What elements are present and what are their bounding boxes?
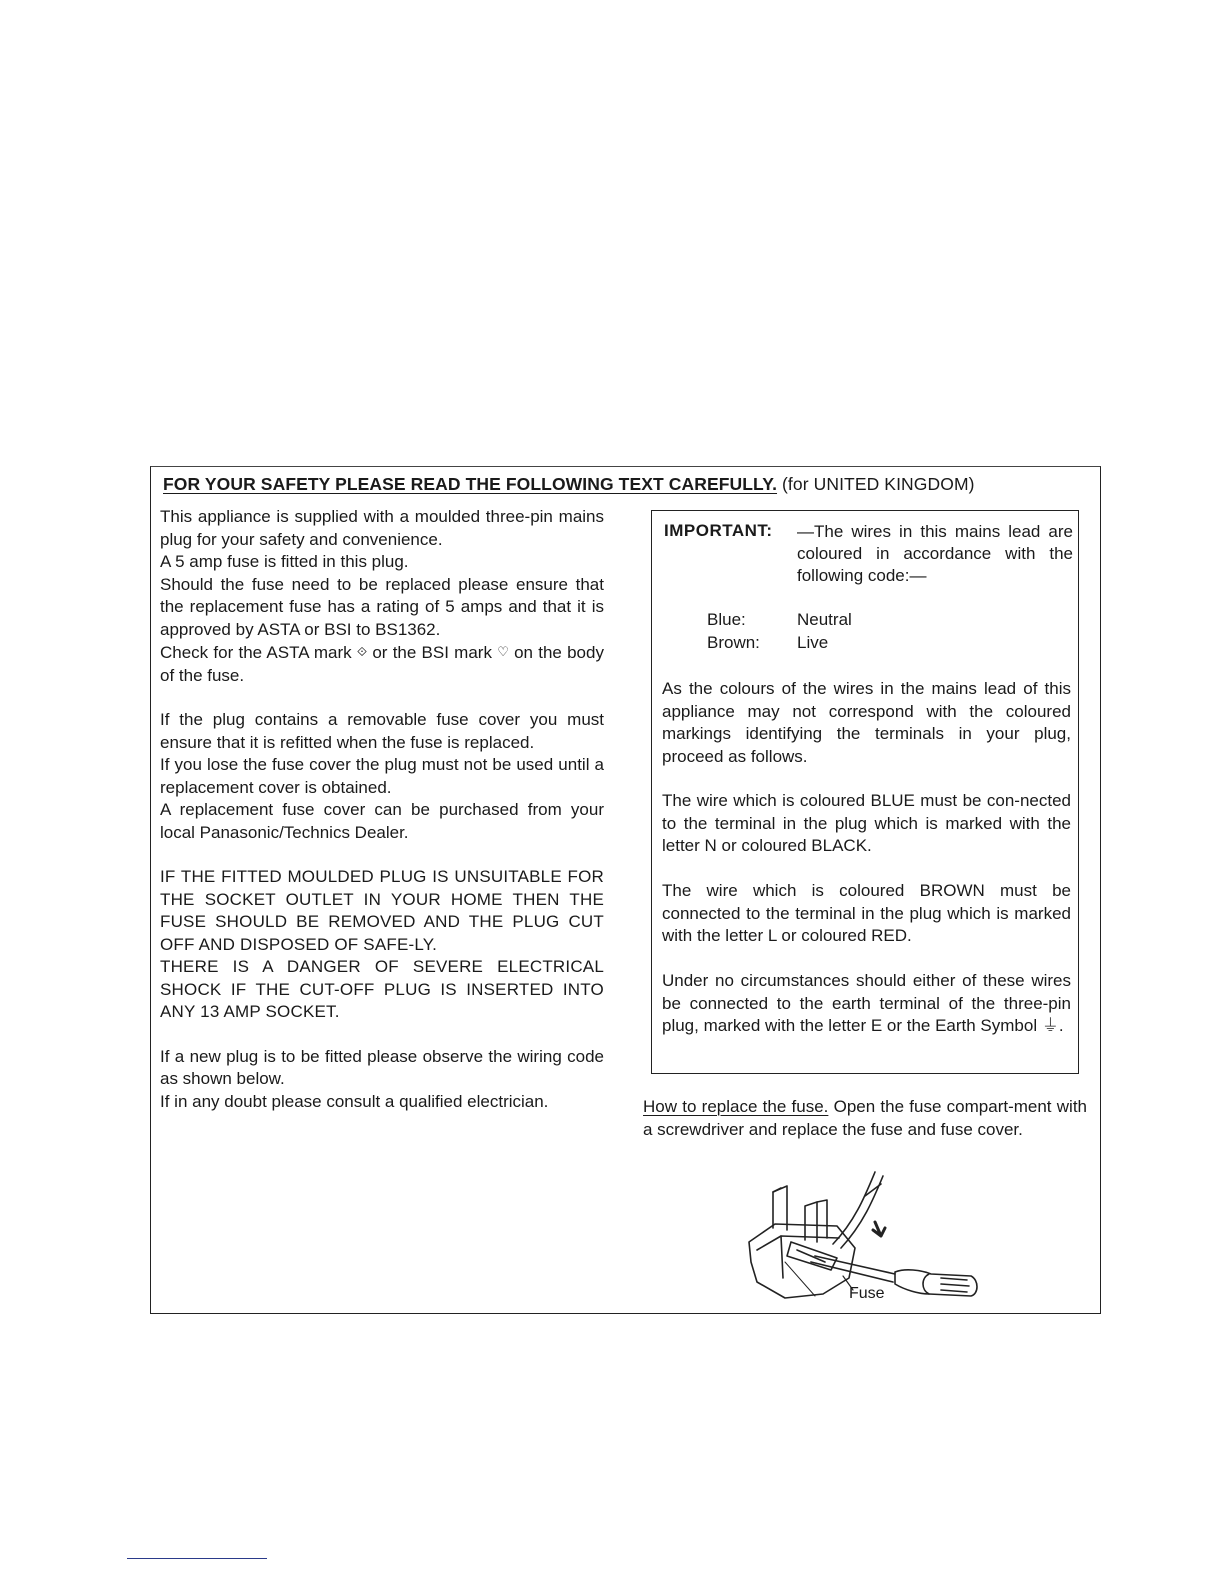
paragraph-brown-wire: The wire which is coloured BROWN must be connected to the terminal in the plug which is marked with the letter L or coloured RED. <box>662 881 1071 945</box>
paragraph-lost-cover: If you lose the fuse cover the plug must not be used until a replacement cover is obtained. <box>160 755 604 797</box>
paragraph-fuse-cover: If the plug contains a removable fuse cover you must ensure that it is refitted when the fuse is replaced. <box>160 710 604 752</box>
paragraph-new-plug: If a new plug is to be fitted please observe the wiring code as shown below. <box>160 1046 604 1088</box>
check-bsi-text: or the BSI mark <box>372 643 492 662</box>
paragraph-consult-electrician: If in any doubt please consult a qualified electrician. <box>160 1091 549 1111</box>
safety-heading <box>163 474 1093 495</box>
paragraph-blue-wire: The wire which is coloured BLUE must be con-nected to the terminal in the plug which is marked with the letter N or coloured BLACK. <box>662 791 1071 855</box>
paragraph-replace-fuse: Should the fuse need to be replaced please ensure that the replacement fuse has a rating of 5 amps and that it is approved by ASTA or BSI to BS1362. <box>160 574 604 639</box>
paragraph-colours-differ: As the colours of the wires in the mains lead of this appliance may not correspond with the coloured markings identifying the terminals in your plug, proceed as follows. <box>662 679 1071 766</box>
paragraph-earth-warning <box>662 970 1071 1038</box>
fuse-label: Fuse <box>849 1285 885 1302</box>
earth-warning-end: . <box>1058 1016 1064 1035</box>
wire-code-key: Blue: <box>707 610 746 629</box>
footer-rule <box>127 1558 267 1559</box>
check-body-text: on the body of the fuse. <box>160 643 604 685</box>
paragraph-check-marks <box>160 641 604 687</box>
wire-code-value: Neutral <box>797 610 852 629</box>
bsi-mark-icon: ♡ <box>497 644 509 659</box>
fuse-howto-text: Open the fuse compart-ment with a screwdriver and replace the fuse and fuse cover. <box>643 1097 1087 1139</box>
check-asta-text: Check for the ASTA mark <box>160 643 352 662</box>
safety-heading-region: (for UNITED KINGDOM) <box>777 474 975 494</box>
asta-mark-icon: ⟐ <box>356 644 368 659</box>
wire-code-value: Live <box>797 633 829 652</box>
important-intro: —The wires in this mains lead are coloured in accordance with the following code:— <box>797 522 1073 585</box>
fuse-replace-instructions <box>643 1096 1087 1141</box>
fuse-howto-title: How to replace the fuse. <box>643 1097 829 1116</box>
left-column <box>160 506 604 1113</box>
earth-symbol-icon: ⏚ <box>1041 1016 1059 1035</box>
important-label: IMPORTANT: <box>664 521 773 540</box>
paragraph-replacement-cover: A replacement fuse cover can be purchased from your local Panasonic/Technics Dealer. <box>160 800 604 842</box>
safety-heading-bold: FOR YOUR SAFETY PLEASE READ THE FOLLOWING TEXT CAREFULLY. <box>163 474 778 494</box>
paragraph-danger-warning: THERE IS A DANGER OF SEVERE ELECTRICAL SHOCK IF THE CUT-OFF PLUG IS INSERTED INTO ANY 13 AMP SOCKET. <box>160 957 604 1021</box>
wire-code-key: Brown: <box>707 633 760 652</box>
paragraph-supplied-plug: This appliance is supplied with a moulded three-pin mains plug for your safety and convenience. <box>160 507 604 549</box>
paragraph-fuse-fitted: A 5 amp fuse is fitted in this plug. <box>160 552 409 571</box>
earth-warning-text: Under no circumstances should either of these wires be connected to the earth terminal of the three-pin plug, marked with the letter E or the Earth Symbol <box>662 971 1071 1035</box>
paragraph-unsuitable-plug: IF THE FITTED MOULDED PLUG IS UNSUITABLE FOR THE SOCKET OUTLET IN YOUR HOME THEN THE FUSE SHOULD BE REMOVED AND THE PLUG CUT OFF AND DISPOSED OF SAFE-LY. <box>160 867 604 954</box>
